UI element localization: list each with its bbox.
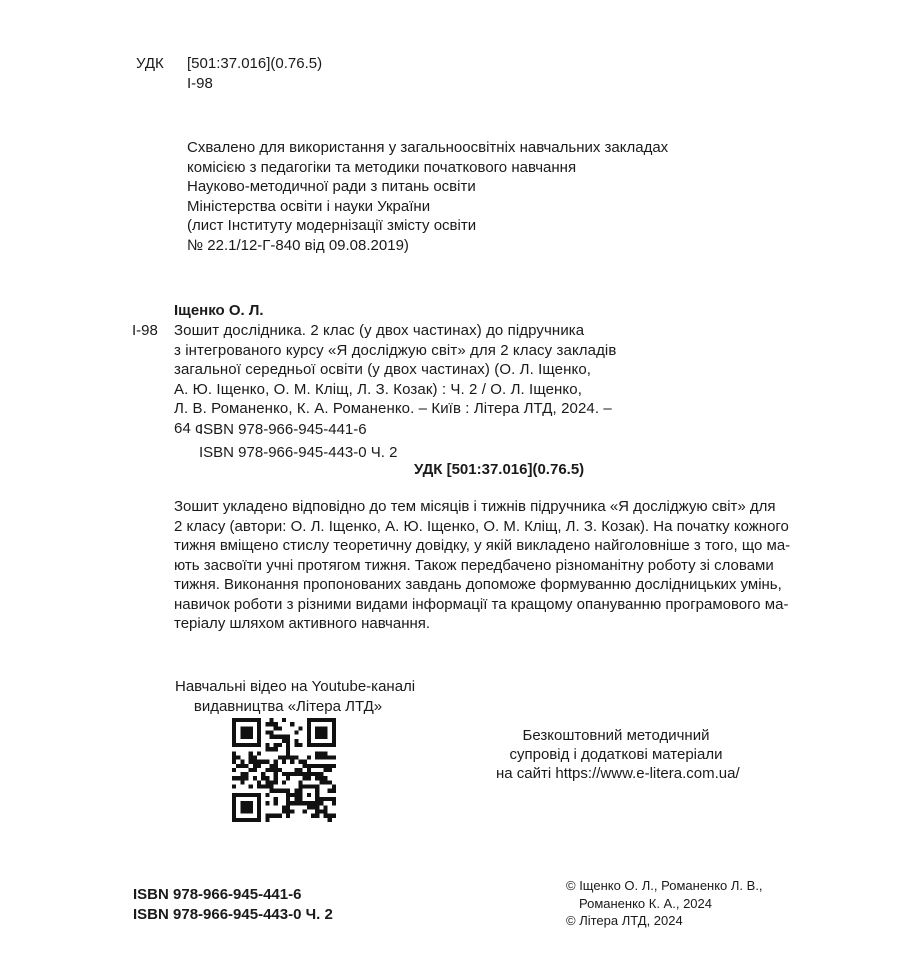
annotation-line: теріалу шляхом активного навчання. <box>174 615 431 632</box>
entry-author: Іщенко О. Л. <box>174 302 264 319</box>
copyright-line: © Іщенко О. Л., Романенко Л. В., <box>566 878 763 893</box>
approval-line: Міністерства освіти і науки України <box>187 197 431 215</box>
approval-line: Науково-методичної ради з питань освіти <box>187 178 476 195</box>
udk-label: УДК <box>136 55 164 72</box>
video-caption-line: Навчальні відео на Youtube-каналі <box>175 678 416 695</box>
entry-line: загальної середньої освіти (у двох частинах) (О. Л. Іщенко, <box>174 361 592 378</box>
video-caption <box>175 677 416 717</box>
approval-block <box>187 138 668 255</box>
entry-author-mark: І-98 <box>132 322 158 339</box>
entry-line: Л. В. Романенко, К. А. Романенко. – Київ : Літера ЛТД, 2024. – <box>174 400 612 417</box>
approval-line: № 22.1/12-Г-840 від 09.08.2019) <box>187 236 409 254</box>
annotation-line: Зошит укладено відповідно до тем місяців і тижнів підручника «Я досліджую світ» для <box>174 498 776 515</box>
approval-line: (лист Інституту модернізації змісту освіти <box>187 217 477 234</box>
copyright-line: Романенко К. А., 2024 <box>579 896 712 911</box>
footer-isbn-2: ISBN 978-966-945-443-0 Ч. 2 <box>133 906 333 923</box>
author-mark: І-98 <box>187 75 213 92</box>
video-caption-line: видавництва «Літера ЛТД» <box>193 698 383 715</box>
entry-line: А. Ю. Іщенко, О. М. Кліщ, Л. З. Козак) : Ч. 2 / О. Л. Іщенко, <box>174 380 582 398</box>
site-info <box>496 726 740 783</box>
qr-code-icon[interactable] <box>232 718 336 827</box>
entry-isbn-2: ISBN 978-966-945-443-0 Ч. 2 <box>199 444 398 461</box>
site-info-line: супровід і додаткові матеріали <box>509 746 723 763</box>
annotation-line: тижня вміщено стислу теоретичну довідку, у якій викладено найголовніше з того, що ма- <box>174 537 791 554</box>
site-info-line: на сайті https://www.e-litera.com.ua/ <box>496 765 740 782</box>
entry-udk: УДК [501:37.016](0.76.5) <box>414 461 585 478</box>
annotation-line: тижня. Виконання пропонованих завдань допоможе формуванню дослідницьких умінь, <box>174 576 782 593</box>
annotation-line: 2 класу (автори: О. Л. Іщенко, А. Ю. Іщенко, О. М. Кліщ, Л. З. Козак). На початку кожного <box>174 517 789 535</box>
footer-isbn-1: ISBN 978-966-945-441-6 <box>133 886 302 903</box>
annotation-line: навичок роботи з різними видами інформації та кращому опануванню програмового ма- <box>174 595 789 613</box>
entry-isbn-1: ISBN 978-966-945-441-6 <box>199 421 367 438</box>
approval-line: комісією з педагогіки та методики початкового навчання <box>187 158 577 176</box>
site-info-line: Безкоштовний методичний <box>522 727 710 744</box>
annotation <box>174 497 790 634</box>
qr-code-graphic <box>232 718 336 822</box>
entry-line: Зошит дослідника. 2 клас (у двох частинах) до підручника <box>174 322 585 339</box>
approval-line: Схвалено для використання у загальноосвітніх навчальних закладах <box>187 139 669 156</box>
annotation-line: ють засвоїти учні протягом тижня. Також передбачено різноманітну роботу зі словами <box>174 556 774 574</box>
udk-code: [501:37.016](0.76.5) <box>187 55 323 72</box>
entry-line: з інтегрованого курсу «Я досліджую світ» для 2 класу закладів <box>174 341 617 359</box>
copyright-line: © Літера ЛТД, 2024 <box>566 913 683 928</box>
entry-line: 64 с. <box>174 419 208 437</box>
